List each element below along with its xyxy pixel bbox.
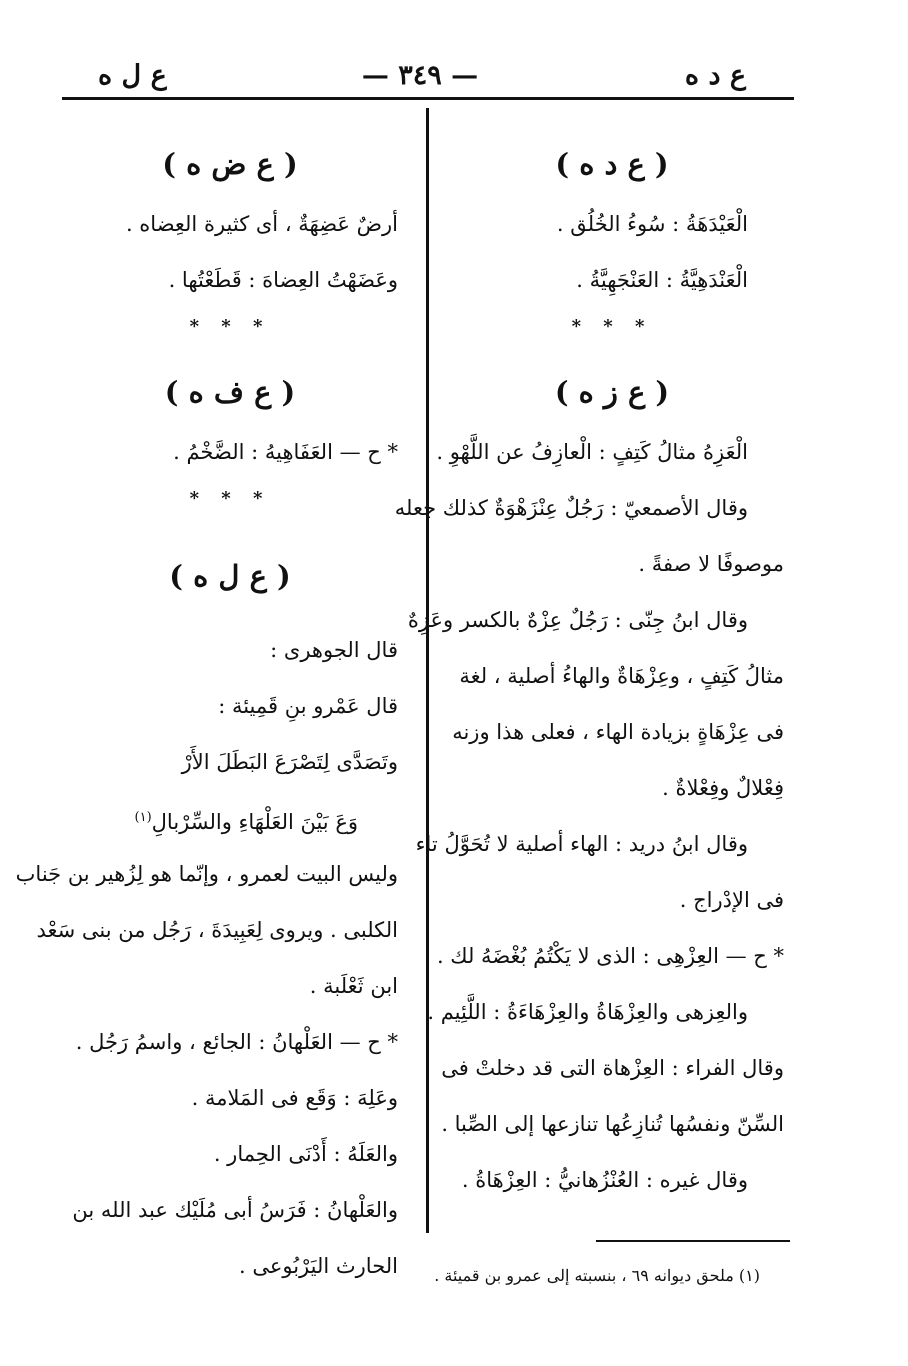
entry-line: أرضٌ عَضِهَةٌ ، أى كثيرة العِضاه . bbox=[125, 212, 398, 236]
entry-ayn-zay-ha bbox=[394, 360, 784, 1208]
entry-line: * ح — العَلْهانُ : الجائع ، واسمُ رَجُل . bbox=[75, 1030, 398, 1054]
header-left-root: ع ل ه bbox=[98, 60, 167, 91]
entry-line: موصوفًا لا صفةً . bbox=[638, 552, 784, 576]
verse-line bbox=[62, 790, 398, 846]
root-heading: ( ع ز ه ) bbox=[554, 375, 670, 409]
footnote: (١) ملحق ديوانه ٦٩ ، بنسبته إلى عمرو بن قميئة . bbox=[434, 1266, 760, 1285]
entry-ayn-lam-ha bbox=[15, 544, 398, 1294]
entry-line: قال الجوهرى : bbox=[270, 638, 398, 662]
entry-line: فى عِزْهَاةٍ بزيادة الهاء ، فعلى هذا وزنه bbox=[452, 720, 784, 744]
root-heading: ( ع ض ه ) bbox=[162, 147, 298, 181]
entry-line: الحارث اليَرْبُوعى . bbox=[238, 1254, 398, 1278]
entry-line: وعَضَهْتُ العِضاهَ : قَطَعْتُها . bbox=[168, 268, 398, 292]
entry-line: وقال الأصمعيّ : رَجُلٌ عِنْزَهْوَةٌ كذلك جعله bbox=[394, 496, 748, 520]
verse-line: وتَصَدَّى لِتَصْرَعَ البَطَلَ الأَرْ bbox=[181, 750, 398, 774]
right-column bbox=[394, 132, 784, 1208]
entry-line: وعَلِهَ : وَقَع فى المَلامة . bbox=[191, 1086, 398, 1110]
entry-line: ابن ثَعْلَبة . bbox=[309, 974, 398, 998]
root-heading: ( ع د ه ) bbox=[555, 147, 669, 181]
section-separator: * * * bbox=[189, 316, 271, 337]
page-number: — ٣٤٩ — bbox=[361, 60, 479, 91]
entry-line: مثالُ كَتِفٍ ، وعِزْهَاةٌ والهاءُ أصلية ، لغة bbox=[459, 664, 784, 688]
root-heading: ( ع ف ه ) bbox=[164, 375, 296, 409]
header-right-root: ع د ه bbox=[684, 60, 746, 91]
footnote-marker: (١) bbox=[134, 810, 152, 825]
entry-line: * ح — العِزْهِى : الذى لا يَكْتُمُ بُغْضَهُ لك . bbox=[436, 944, 784, 968]
entry-line: وقال ابنُ دريد : الهاء أصلية لا تُحَوَّلُ تاء bbox=[415, 832, 748, 856]
entry-line: وقال غيره : العُنْزُهانيُّ : العِزْهَاةُ . bbox=[461, 1168, 748, 1192]
entry-line: والعِزهى والعِزْهَاةُ والعِزْهَاءَةُ : اللَّئِيم . bbox=[427, 1000, 748, 1024]
entry-line: فِعْلالٌ وفِعْلاةٌ . bbox=[662, 776, 784, 800]
entry-line: وليس البيت لعمرو ، وإنّما هو لِزُهير بن جَناب bbox=[15, 862, 398, 886]
entry-line: السِّنّ ونفسُها تُنازِعُها تنازعها إلى الصِّبا . bbox=[441, 1112, 784, 1136]
entry-line: الكلبى . ويروى لِعَبِيدَةَ ، رَجُل من بنى سَعْد bbox=[36, 918, 398, 942]
footnote-rule bbox=[596, 1240, 790, 1242]
entry-ayn-dad-ha bbox=[62, 132, 398, 346]
entry-ayn-fa-ha bbox=[62, 360, 398, 518]
entry-line: وقال ابنُ جِنّى : رَجُلٌ عِزْهٌ بالكسر وعَزِهٌ bbox=[407, 608, 748, 632]
entry-ayn-dal-ha bbox=[440, 132, 784, 346]
entry-line: وقال الفراء : العِزْهاة التى قد دخلتْ فى bbox=[441, 1056, 784, 1080]
entry-line: قال عَمْرو بنِ قَمِيئة : bbox=[218, 694, 398, 718]
entry-line: والعَلَهُ : أَدْنَى الحِمار . bbox=[213, 1142, 398, 1166]
entry-line: فى الإدْراج . bbox=[679, 888, 784, 912]
entry-line: الْعَيْدَهَةُ : سُوءُ الخُلُق . bbox=[556, 212, 748, 236]
column-divider bbox=[426, 108, 429, 1233]
section-separator: * * * bbox=[189, 488, 271, 509]
entry-line: والعَلْهانُ : فَرَسُ أبى مُلَيْك عبد الله بن bbox=[72, 1198, 398, 1222]
verse-text: وَعَ بَيْنَ العَلْهَاءِ والسِّرْبالِ bbox=[151, 810, 358, 834]
entry-line: الْعَنْدَهِيَّةُ : العَنْجَهِيَّةُ . bbox=[576, 268, 748, 292]
header-rule bbox=[62, 97, 794, 100]
left-column bbox=[15, 132, 398, 1294]
entry-line: الْعَزِهُ مثالُ كَتِفٍ : الْعازِفُ عن اللَّهْوِ . bbox=[436, 440, 748, 464]
root-heading: ( ع ل ه ) bbox=[169, 559, 291, 593]
section-separator: * * * bbox=[571, 316, 653, 337]
entry-line: * ح — العَفَاهِيهُ : الضَّخْمُ . bbox=[173, 440, 398, 464]
